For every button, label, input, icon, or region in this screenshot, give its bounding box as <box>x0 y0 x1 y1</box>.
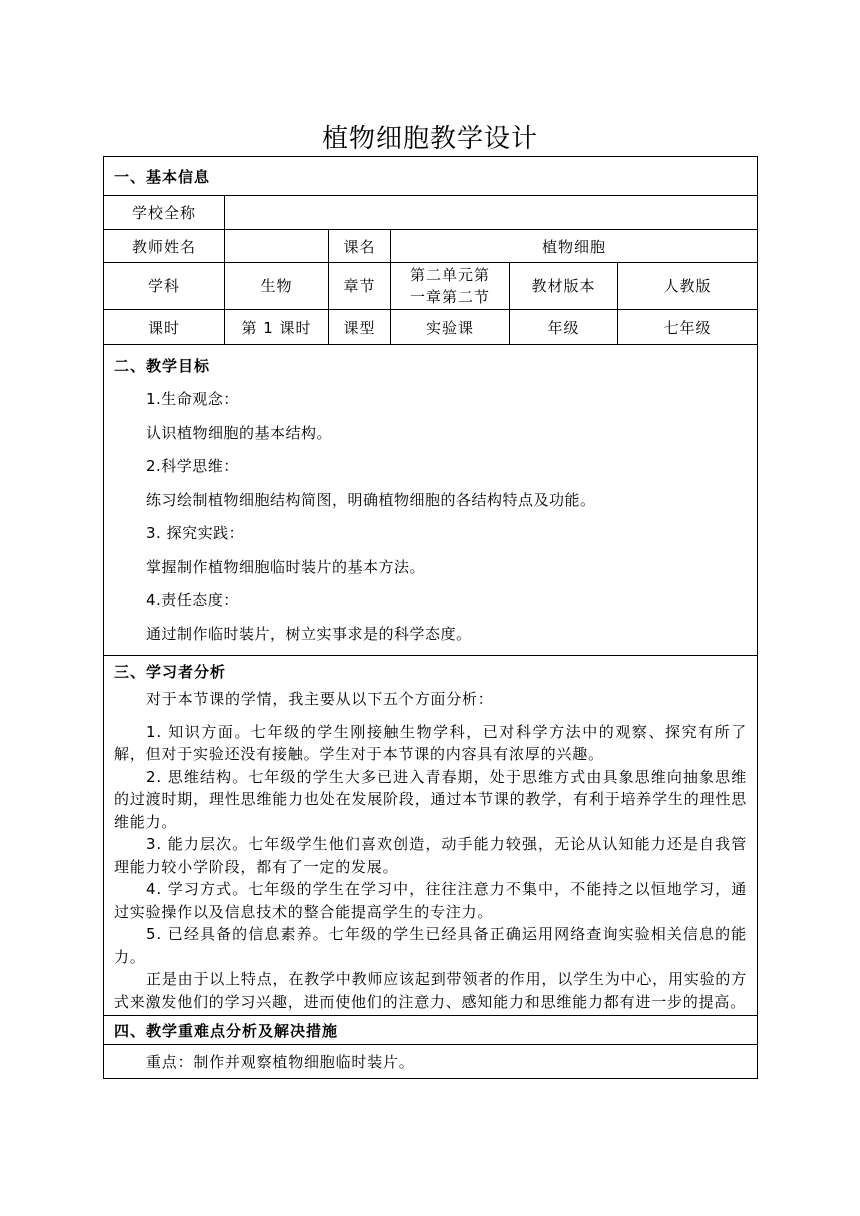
teacher-label: 教师姓名 <box>104 230 225 263</box>
type-value: 实验课 <box>391 310 510 345</box>
section-difficulty-heading: 四、教学重难点分析及解决措施 <box>104 1016 758 1045</box>
course-label: 课名 <box>329 230 391 263</box>
type-label: 课型 <box>329 310 391 345</box>
analysis-paragraph: 1. 知识方面。七年级的学生刚接触生物学科，已对科学方法中的观察、探究有所了解，但对于实验还没有接触。学生对于本节课的内容具有浓厚的兴趣。 <box>114 722 748 763</box>
goal-line: 4.责任态度： <box>146 591 239 609</box>
period-label: 课时 <box>104 310 225 345</box>
edition-value: 人教版 <box>618 263 758 310</box>
teacher-value <box>225 230 329 263</box>
grade-label: 年级 <box>510 310 618 345</box>
goal-line: 掌握制作植物细胞临时装片的基本方法。 <box>146 557 426 576</box>
goal-line: 1.生命观念： <box>146 390 239 408</box>
chapter-label: 章节 <box>329 263 391 310</box>
section-basic-heading: 一、基本信息 <box>104 157 758 196</box>
course-value: 植物细胞 <box>391 230 758 263</box>
analysis-paragraph: 4. 学习方式。七年级的学生在学习中，往往注意力不集中，不能持之以恒地学习，通过实验操作以及信息技术的整合能提高学生的专注力。 <box>114 880 748 921</box>
goal-line: 练习绘制植物细胞结构简图，明确植物细胞的各结构特点及功能。 <box>146 490 596 509</box>
school-label: 学校全称 <box>104 196 225 230</box>
goal-line: 通过制作临时装片，树立实事求是的科学态度。 <box>146 624 472 643</box>
goal-line: 3. 探究实践： <box>146 524 245 542</box>
grade-value: 七年级 <box>618 310 758 345</box>
lesson-plan-table <box>103 156 758 1079</box>
analysis-paragraph: 3. 能力层次。七年级学生他们喜欢创造，动手能力较强，无论从认知能力还是自我管理能力较小学阶段，都有了一定的发展。 <box>114 835 748 876</box>
analysis-intro: 对于本节课的学情，我主要从以下五个方面分析： <box>146 690 494 708</box>
subject-label: 学科 <box>104 263 225 310</box>
school-value <box>225 196 758 230</box>
subject-value: 生物 <box>225 263 329 310</box>
goal-line: 2.科学思维： <box>146 457 239 475</box>
analysis-paragraph: 正是由于以上特点，在教学中教师应该起到带领者的作用，以学生为中心，用实验的方式来激发他们的学习兴趣，进而使他们的注意力、感知能力和思维能力都有进一步的提高。 <box>114 970 748 1011</box>
page-title: 植物细胞教学设计 <box>321 124 538 154</box>
section-goals-heading: 二、教学目标 <box>114 357 211 375</box>
analysis-paragraph: 2. 思维结构。七年级的学生大多已进入青春期，处于思维方式由具象思维向抽象思维的过渡时期，理性思维能力也处在发展阶段，通过本节课的教学，有利于培养学生的理性思维能力。 <box>114 767 748 831</box>
section-analysis-heading: 三、学习者分析 <box>114 663 227 681</box>
section-goals <box>104 345 758 656</box>
edition-label: 教材版本 <box>510 263 618 310</box>
key-point: 重点：制作并观察植物细胞临时装片。 <box>104 1045 758 1079</box>
goal-line: 认识植物细胞的基本结构。 <box>146 423 333 442</box>
analysis-paragraph: 5. 已经具备的信息素养。七年级的学生已经具备正确运用网络查询实验相关信息的能力。 <box>114 925 748 966</box>
section-analysis <box>104 656 758 1016</box>
chapter-value: 第二单元第一章第二节 <box>391 263 510 310</box>
period-value: 第 1 课时 <box>225 310 329 345</box>
